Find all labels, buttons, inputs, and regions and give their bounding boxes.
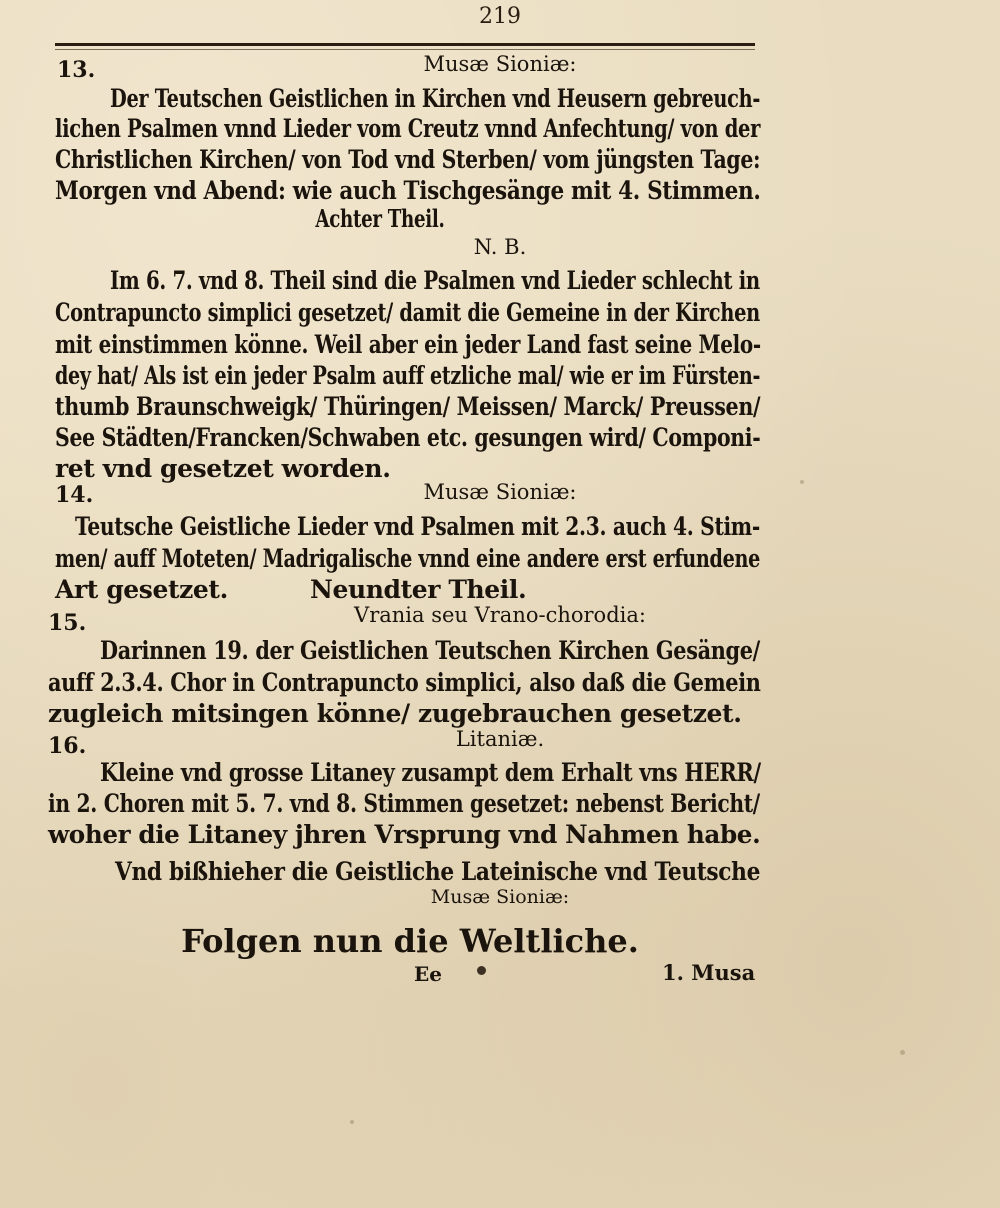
- text-line: See Städten/Francken/Schwaben etc. gesungen wird/ Componi-: [55, 423, 761, 452]
- paper-speck: [350, 1120, 354, 1124]
- text-line: Darinnen 19. der Geistlichen Teutschen Kirchen Gesänge/: [100, 636, 760, 665]
- ink-mark: [477, 966, 486, 975]
- text-line: men/ auff Moteten/ Madrigalische vnnd eine andere erst erfundene: [55, 544, 761, 573]
- signature-mark: Ee: [414, 962, 442, 986]
- part-label: Neundter Theil.: [310, 575, 527, 604]
- entry-number: 14.: [55, 482, 94, 508]
- header-rule-thin: [55, 49, 755, 50]
- text-line: Christlichen Kirchen/ von Tod vnd Sterben/ vom jüngsten Tage:: [55, 145, 761, 174]
- text-line: Der Teutschen Geistlichen in Kirchen vnd Heusern gebreuch-: [110, 84, 761, 113]
- paper-speck: [800, 480, 804, 484]
- text-line: auff 2.3.4. Chor in Contrapuncto simplici, also daß die Gemein: [48, 668, 761, 697]
- text-line: Im 6. 7. vnd 8. Theil sind die Psalmen vnd Lieder schlecht in: [110, 266, 760, 295]
- part-label: Achter Theil.: [315, 204, 445, 233]
- catchword: 1. Musa: [662, 960, 756, 985]
- text-line: in 2. Choren mit 5. 7. vnd 8. Stimmen gesetzet: nebenst Bericht/: [48, 789, 760, 818]
- entry-title: Litaniæ.: [455, 727, 545, 751]
- closing-line: Vnd bißhieher die Geistliche Lateinische vnd Teutsche: [115, 857, 761, 886]
- entry-title: Musæ Sioniæ:: [423, 480, 577, 504]
- text-line: lichen Psalmen vnnd Lieder vom Creutz vnnd Anfechtung/ von der: [55, 114, 761, 143]
- text-line: woher die Litaney jhren Vrsprung vnd Nahmen habe.: [48, 820, 761, 849]
- entry-number: 13.: [57, 57, 96, 83]
- text-line: Morgen vnd Abend: wie auch Tischgesänge mit 4. Stimmen.: [55, 176, 761, 205]
- entry-title: Vrania seu Vrano-chorodia:: [354, 603, 646, 627]
- paper-speck: [900, 1050, 905, 1055]
- text-line: Teutsche Geistliche Lieder vnd Psalmen mit 2.3. auch 4. Stim-: [75, 512, 760, 541]
- text-line: Contrapuncto simplici gesetzet/ damit die Gemeine in der Kirchen: [55, 298, 760, 327]
- entry-number: 16.: [48, 733, 87, 759]
- closing-title: Musæ Sioniæ:: [430, 886, 570, 908]
- text-line: mit einstimmen könne. Weil aber ein jeder Land fast seine Melo-: [55, 330, 761, 359]
- paper-speck: [620, 560, 623, 563]
- header-rule: [55, 43, 755, 46]
- page-number: 219: [479, 4, 521, 29]
- entry-number: 15.: [48, 610, 87, 636]
- text-line: thumb Braunschweigk/ Thüringen/ Meissen/ Marck/ Preussen/: [55, 392, 761, 421]
- text-line: ret vnd gesetzet worden.: [55, 454, 391, 483]
- entry-title: Musæ Sioniæ:: [423, 52, 577, 76]
- text-line: dey hat/ Als ist ein jeder Psalm auff etzliche mal/ wie er im Fürsten-: [55, 361, 761, 390]
- section-heading: Folgen nun die Weltliche.: [181, 922, 639, 960]
- text-line: zugleich mitsingen könne/ zugebrauchen gesetzet.: [48, 699, 742, 728]
- nota-bene: N. B.: [473, 235, 527, 259]
- text-line: Kleine vnd grosse Litaney zusampt dem Erhalt vns HERR/: [100, 758, 761, 787]
- text-line: Art gesetzet.: [55, 575, 228, 604]
